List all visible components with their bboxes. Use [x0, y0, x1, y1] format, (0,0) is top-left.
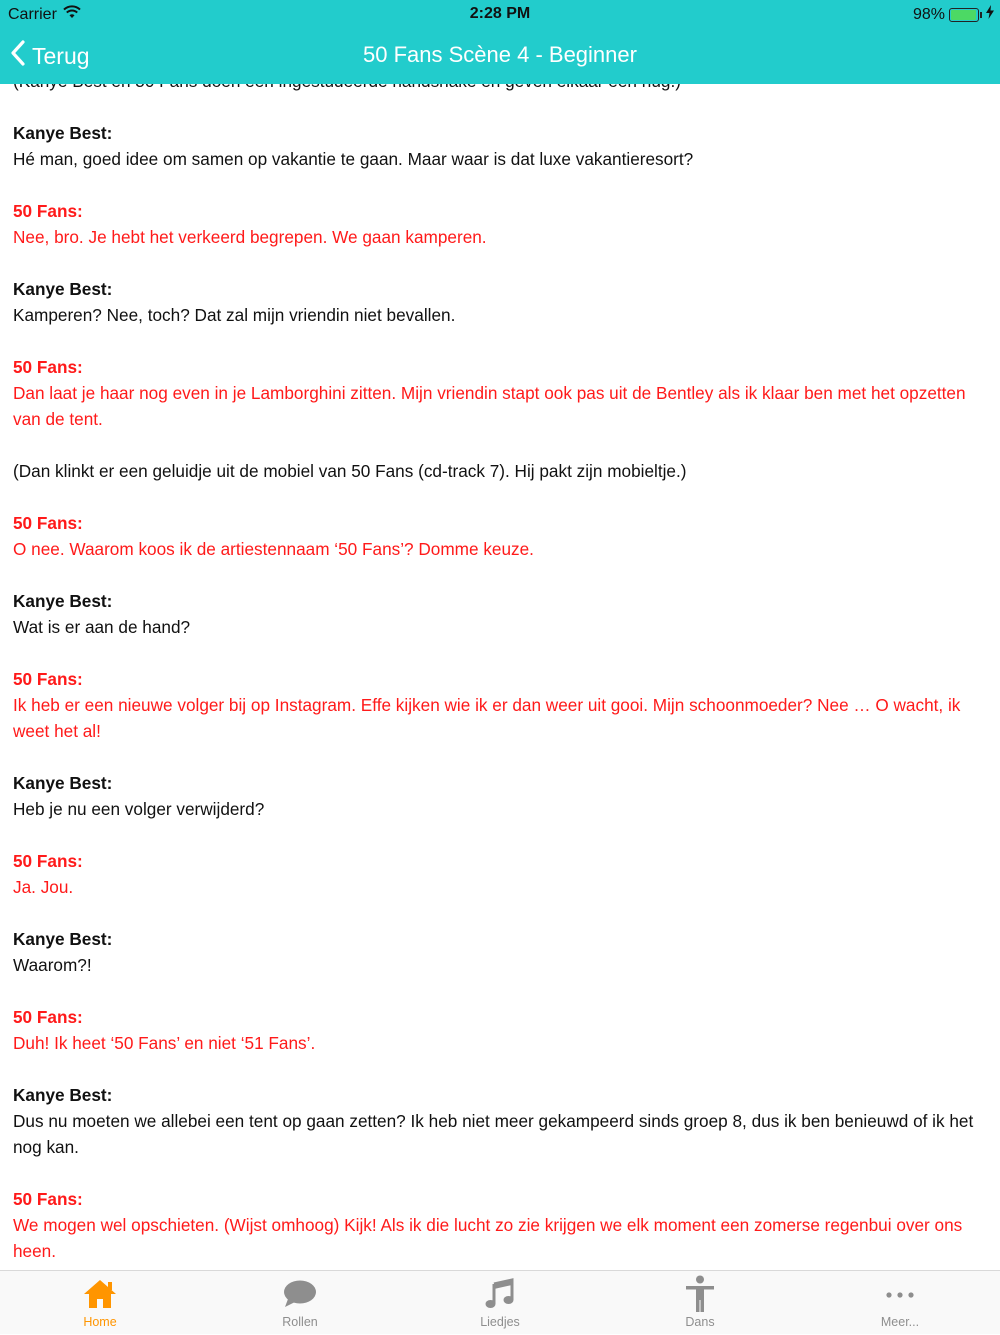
speaker-name: 50 Fans:: [13, 1007, 83, 1027]
speaker-name: Kanye Best:: [13, 773, 113, 793]
dialogue-line: [13, 588, 988, 640]
dialogue-text: Nee, bro. Je hebt het verkeerd begrepen. We gaan kamperen.: [13, 227, 487, 247]
tab-home-label: Home: [83, 1315, 117, 1329]
battery-percent: 98%: [912, 5, 945, 23]
carrier-label: Carrier: [8, 5, 57, 23]
speaker-name: 50 Fans:: [13, 513, 83, 533]
house-icon: [82, 1278, 118, 1315]
speaker-name: 50 Fans:: [13, 669, 83, 689]
dialogue-text: Dus nu moeten we allebei een tent op gaan zetten? Ik heb niet meer gekampeerd sinds groep 8, dus ik ben benieuwd of ik het nog kan.: [13, 1111, 974, 1157]
tab-meer-icon-wrap: [800, 1277, 1000, 1315]
tab-meer[interactable]: [800, 1271, 1000, 1335]
dialogue-text: We mogen wel opschieten. (Wijst omhoog) Kijk! Als ik die lucht zo zie krijgen we elk moment een zomerse regenbui over ons heen.: [13, 1215, 963, 1261]
dialogue-text: Hé man, goed idee om samen op vakantie te gaan. Maar waar is dat luxe vakantieresort?: [13, 149, 694, 169]
dialogue-line: [13, 120, 988, 172]
battery-indicator: [913, 5, 994, 24]
tab-dans[interactable]: [600, 1271, 800, 1335]
dialogue-text: Ja. Jou.: [13, 877, 74, 897]
dialogue-text: O nee. Waarom koos ik de artiestennaam ‘50 Fans’? Domme keuze.: [13, 539, 534, 559]
tab-rollen[interactable]: [200, 1271, 400, 1335]
speaker-name: Kanye Best:: [13, 1085, 113, 1105]
dialogue-line: [13, 510, 988, 562]
dialogue-line: [13, 1004, 988, 1056]
tab-home-icon-wrap: [0, 1277, 200, 1315]
speaker-name: 50 Fans:: [13, 357, 83, 377]
speaker-name: Kanye Best:: [13, 279, 113, 299]
speaker-name: Kanye Best:: [13, 929, 113, 949]
stage-direction: (Dan klinkt er een geluidje uit de mobiel van 50 Fans (cd-track 7). Hij pakt zijn mobieltje.): [13, 461, 687, 481]
tab-meer-label: Meer...: [880, 1315, 920, 1329]
dialogue-line: [13, 276, 988, 328]
charging-bolt-icon: [986, 5, 994, 24]
tab-bar: [0, 1270, 1000, 1334]
dialogue-text: Duh! Ik heet ‘50 Fans’ en niet ‘51 Fans’.: [13, 1033, 316, 1053]
dialogue-line: [13, 770, 988, 822]
speech-bubble-icon: [282, 1279, 318, 1314]
battery-fill: [951, 10, 976, 20]
back-label: Terug: [32, 42, 90, 69]
speaker-name: Kanye Best:: [13, 591, 113, 611]
dialogue-line: [13, 666, 988, 744]
battery-icon: [949, 8, 979, 22]
top-bar: [0, 0, 1000, 84]
dialogue-text: Heb je nu een volger verwijderd?: [13, 799, 265, 819]
music-note-icon: [484, 1278, 516, 1315]
dialogue-line: [13, 198, 988, 250]
battery-nub: [980, 12, 982, 18]
speaker-name: Kanye Best:: [13, 123, 113, 143]
tab-dans-icon-wrap: [600, 1277, 800, 1315]
page-title: 50 Fans Scène 4 - Beginner: [363, 42, 637, 67]
tab-rollen-icon-wrap: [200, 1277, 400, 1315]
tab-liedjes-icon-wrap: [400, 1277, 600, 1315]
tab-home[interactable]: [0, 1271, 200, 1335]
script-scroll-view[interactable]: [0, 84, 1000, 1270]
script-text: [13, 68, 988, 1290]
dialogue-text: Ik heb er een nieuwe volger bij op Instagram. Effe kijken wie ik er dan weer uit gooi. Mijn schoonmoeder? Nee … O wacht, ik weet het al!: [13, 695, 961, 741]
person-icon: [684, 1275, 716, 1318]
tab-liedjes-label: Liedjes: [480, 1315, 520, 1329]
navigation-bar: [0, 28, 1000, 84]
speaker-name: 50 Fans:: [13, 851, 83, 871]
status-time: 2:28 PM: [469, 5, 531, 22]
tab-rollen-label: Rollen: [282, 1315, 318, 1329]
tab-liedjes[interactable]: [400, 1271, 600, 1335]
dialogue-text: Kamperen? Nee, toch? Dat zal mijn vriendin niet bevallen.: [13, 305, 456, 325]
dialogue-text: Dan laat je haar nog even in je Lamborghini zitten. Mijn vriendin stapt ook pas uit de Bentley als ik klaar ben met het opzetten van de tent.: [13, 383, 966, 429]
speaker-name: 50 Fans:: [13, 201, 83, 221]
tab-dans-label: Dans: [685, 1315, 715, 1329]
dialogue-line: [13, 1186, 988, 1264]
more-dots-icon: [884, 1287, 916, 1305]
dialogue-line: [13, 354, 988, 432]
dialogue-text: Waarom?!: [13, 955, 92, 975]
speaker-name: 50 Fans:: [13, 1189, 83, 1209]
dialogue-text: Wat is er aan de hand?: [13, 617, 191, 637]
dialogue-line: [13, 848, 988, 900]
status-bar: [0, 0, 1000, 28]
dialogue-line: [13, 926, 988, 978]
dialogue-line: [13, 1082, 988, 1160]
